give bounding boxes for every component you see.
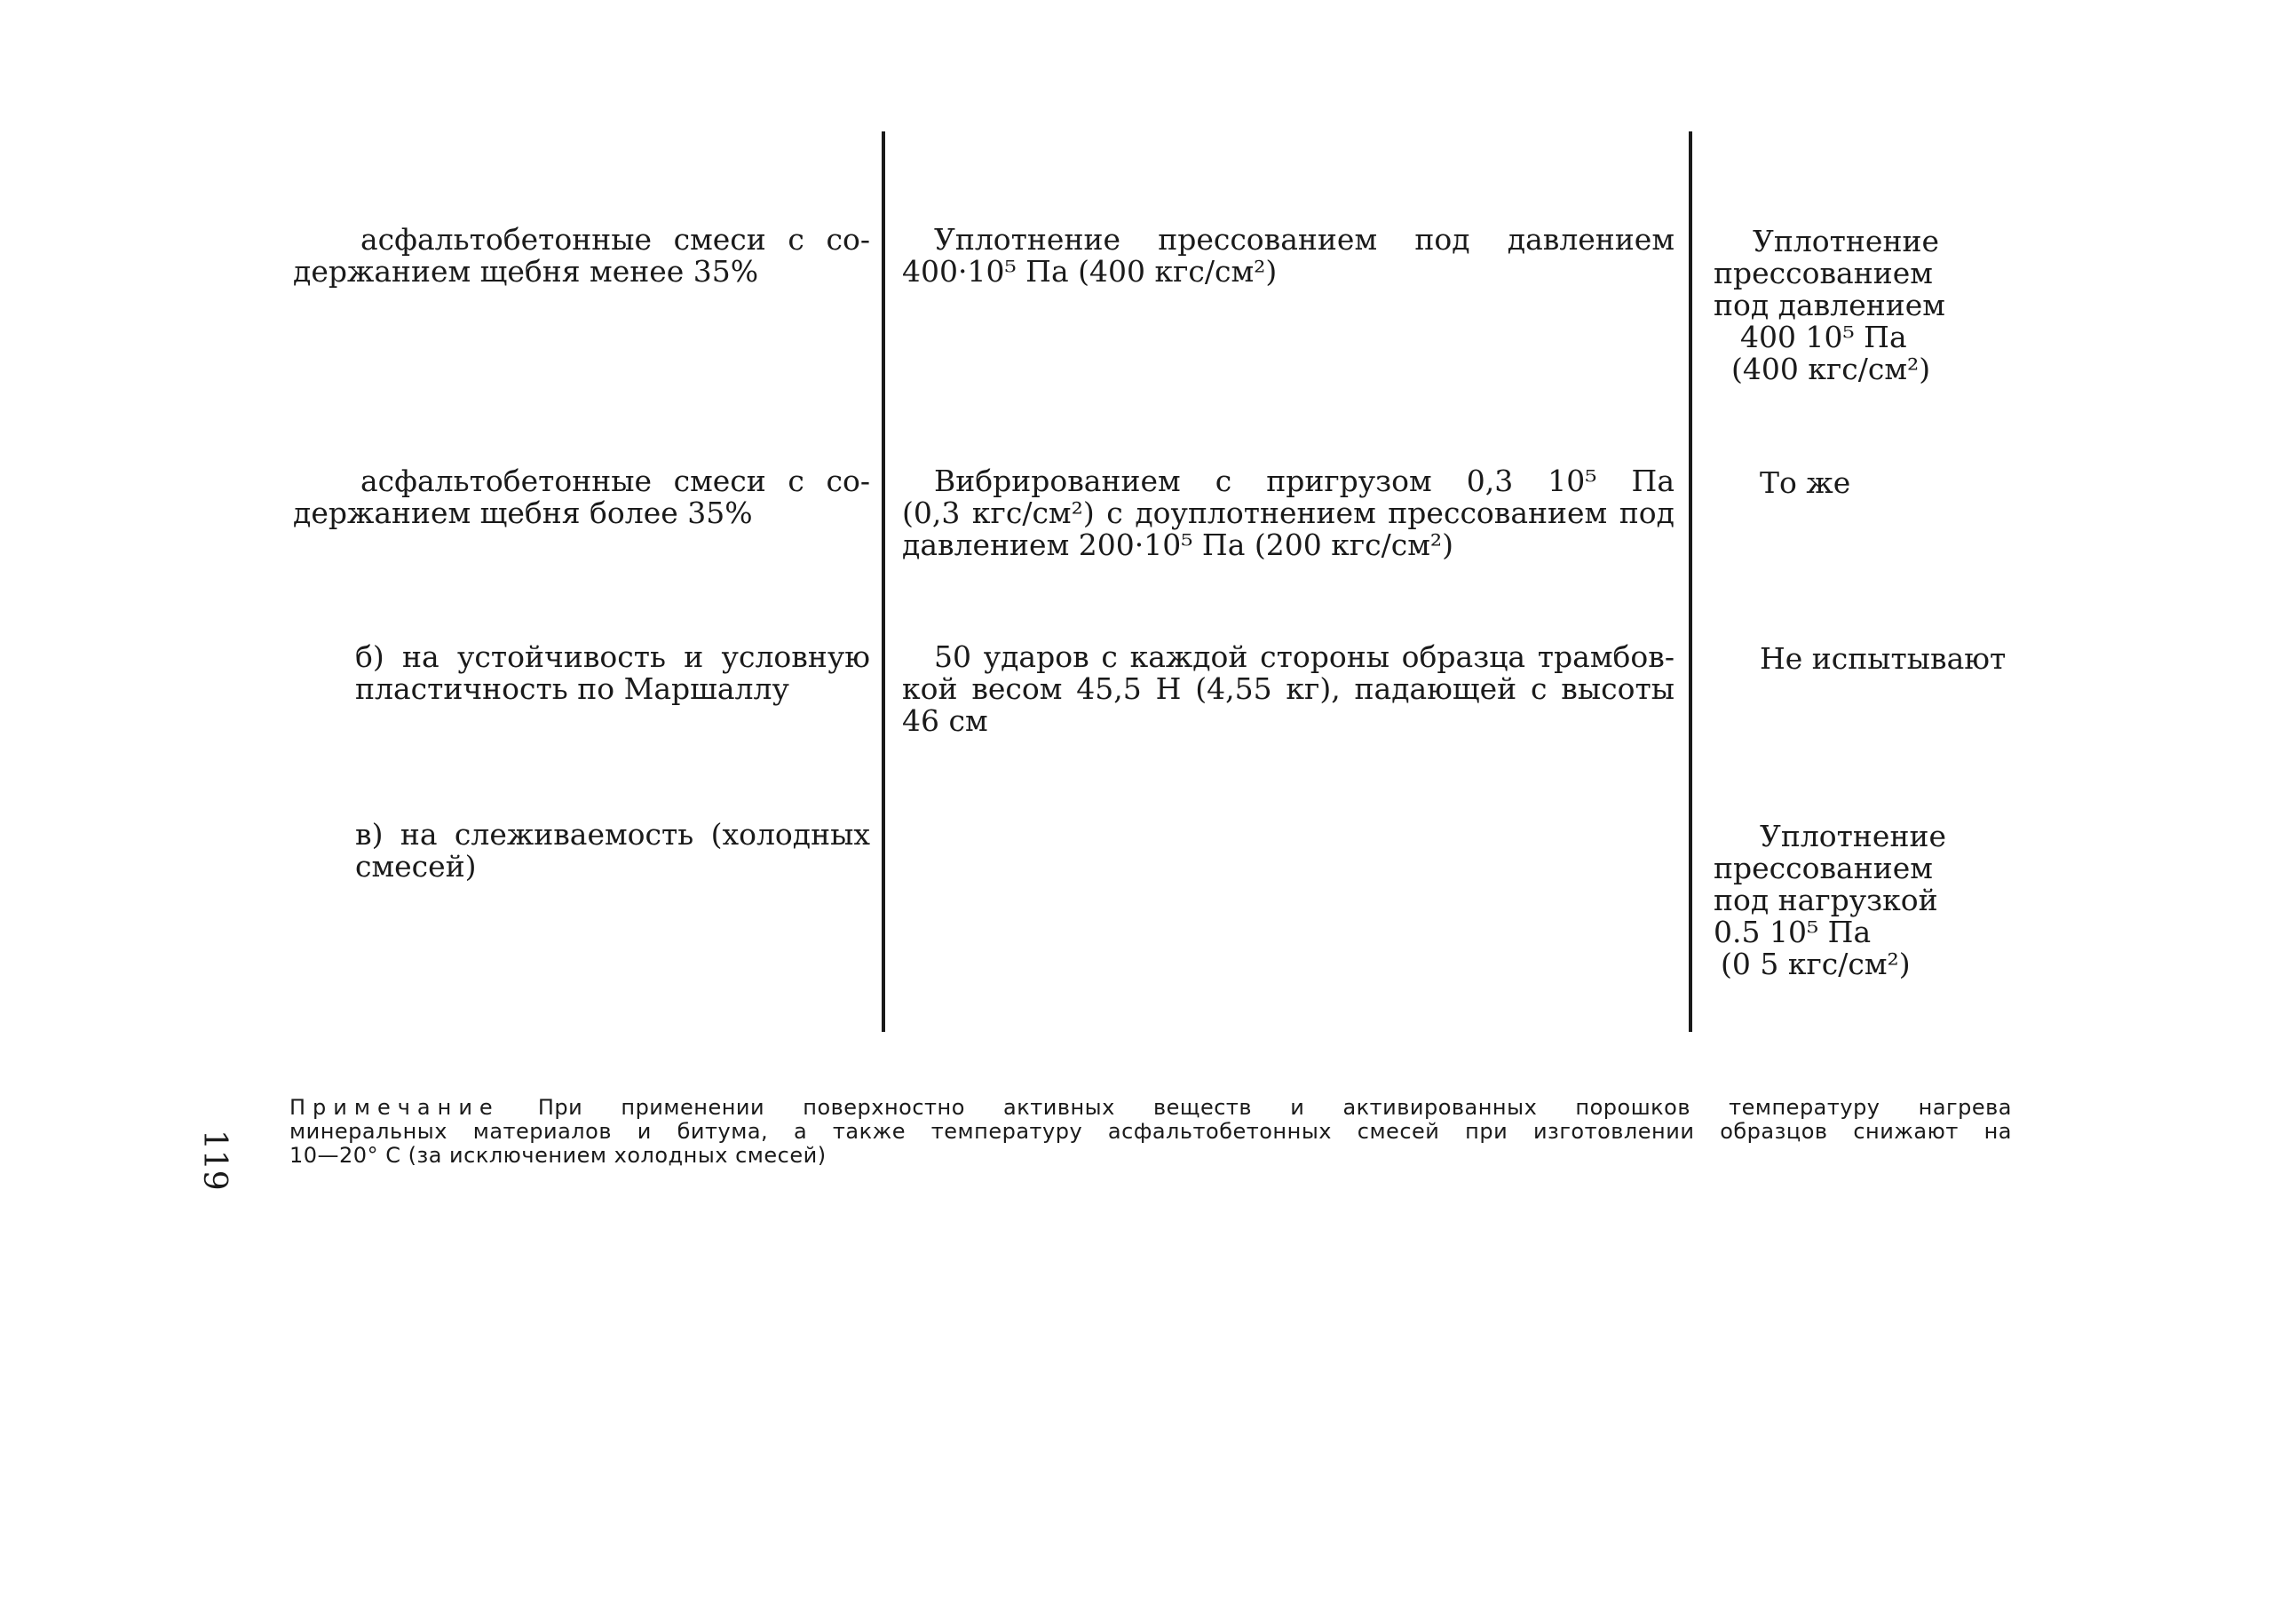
footnote (289, 1096, 2012, 1168)
row-3-method-line-1: 50 ударов с каждой стороны образца трамбов- (934, 639, 1674, 674)
column-divider-right (1689, 131, 1692, 1032)
page-number: 119 (196, 1130, 233, 1191)
row-3-method-line-2: кой весом 45,5 Н (4,55 кг), падающей с высоты (902, 671, 1674, 706)
row-4-parameter (293, 819, 870, 883)
row-4-cold-mix-line-3: под нагрузкой (1714, 883, 1938, 917)
footnote-line-1-text: При применении поверхностно активных веществ и активированных порошков температуру нагрева (537, 1095, 2013, 1120)
row-2-parameter-line-2: держанием щебня более 35% (293, 496, 753, 530)
row-3-method (902, 641, 1674, 737)
footnote-label: Примечание (289, 1095, 500, 1120)
row-3-method-line-3: 46 см (902, 703, 988, 738)
row-4-cold-mix-line-1: Уплотнение (1760, 819, 1946, 853)
row-4-cold-mix-line-4: 0.5 10⁵ Па (1714, 915, 1872, 949)
row-2-parameter (293, 465, 870, 529)
row-4-parameter-line-1: в) на слеживаемость (холодных (355, 817, 870, 852)
row-4-cold-mix (1714, 821, 2051, 980)
row-4-cold-mix-line-2: прессованием (1714, 851, 1933, 885)
row-1-cold-mix-line-2: прессованием (1714, 256, 1933, 290)
row-1-parameter (293, 224, 870, 288)
row-3-cold-mix (1714, 643, 2051, 675)
row-1-parameter-line-2: держанием щебня менее 35% (293, 254, 759, 289)
row-1-cold-mix-line-3: под давлением (1714, 288, 1945, 322)
footnote-line-3: 10—20° С (за исключением холодных смесей) (289, 1143, 827, 1168)
row-1-cold-mix-line-5: (400 кгс/см²) (1731, 352, 1931, 386)
column-divider-left (882, 131, 885, 1032)
row-1-method-line-2: 400·10⁵ Па (400 кгс/см²) (902, 254, 1278, 289)
row-2-cold-mix (1714, 467, 2051, 499)
row-2-method-line-1: Вибрированием с пригрузом 0,3 10⁵ Па (934, 464, 1674, 498)
row-3-cold-mix-line-1: Не испытывают (1760, 641, 2007, 676)
row-1-parameter-line-1: асфальтобетонные смеси с со- (360, 222, 870, 257)
row-4-cold-mix-line-5: (0 5 кгс/см²) (1721, 947, 1911, 981)
row-3-parameter (293, 641, 870, 705)
row-3-parameter-line-2: пластичность по Маршаллу (355, 671, 789, 706)
row-2-method-line-2: (0,3 кгс/см²) с доуплотнением прессованием под (902, 496, 1674, 530)
row-2-cold-mix-line-1: То же (1760, 465, 1851, 500)
row-2-parameter-line-1: асфальтобетонные смеси с со- (360, 464, 870, 498)
row-1-cold-mix (1714, 226, 2051, 385)
footnote-line-1 (289, 1096, 2012, 1120)
row-3-parameter-line-1: б) на устойчивость и условную (355, 639, 870, 674)
row-1-method (902, 224, 1674, 288)
row-1-method-line-1: Уплотнение прессованием под давлением (934, 222, 1674, 257)
row-2-method-line-3: давлением 200·10⁵ Па (200 кгс/см²) (902, 527, 1453, 562)
row-2-method (902, 465, 1674, 561)
row-1-cold-mix-line-1: Уплотнение (1753, 224, 1939, 258)
row-1-cold-mix-line-4: 400 10⁵ Па (1740, 320, 1907, 354)
row-4-parameter-line-2: смесей) (355, 849, 477, 884)
footnote-line-2: минеральных материалов и битума, а также температуру асфальтобетонных смесей при изготовлении образцов снижают на (289, 1119, 2012, 1144)
